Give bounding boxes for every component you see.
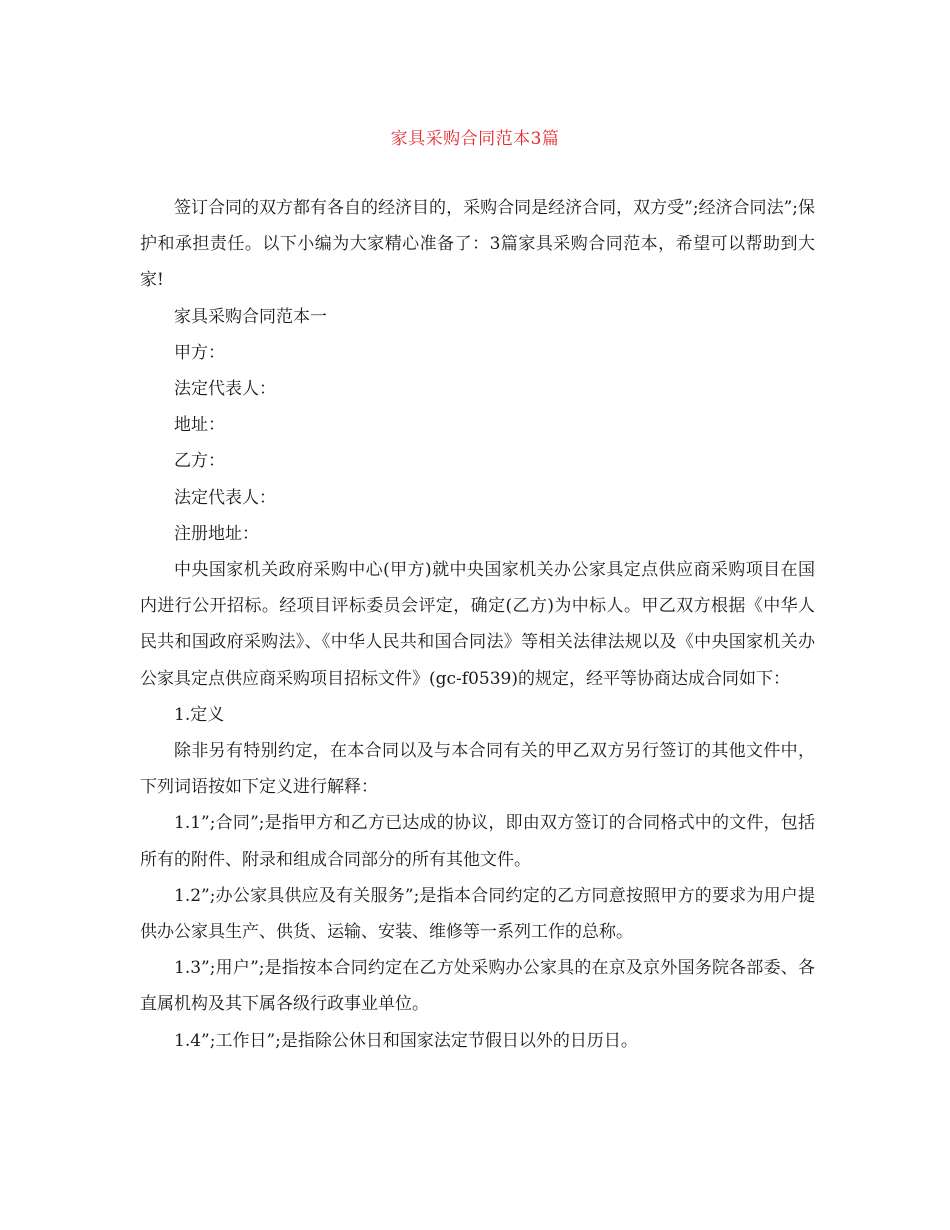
party-b-representative-field: 法定代表人： [174, 487, 276, 508]
party-a-field: 甲方： [174, 342, 225, 363]
party-b-address-field: 注册地址： [174, 523, 259, 544]
definition-item: 1.4”;工作日”;是指除公休日和国家法定节假日以外的日历日。 [174, 1030, 638, 1051]
party-b-field: 乙方： [174, 451, 225, 472]
document-body [140, 190, 815, 1059]
party-a-address-field: 地址： [174, 415, 225, 436]
section-heading: 家具采购合同范本一 [174, 306, 327, 327]
document-title: 家具采购合同范本3篇 [390, 129, 560, 149]
preamble-paragraph: 中央国家机关政府采购中心(甲方)就中央国家机关办公家具定点供应商采购项目在国内进行公开招标。经项目评标委员会评定，确定(乙方)为中标人。甲乙双方根据《中华人民共和国政府采购法》、《中华人民共和国合同法》等相关法律法规以及《中央国家机关办公家具定点供应商采购项目招标文件》(gc-f0539)的规定，经平等协商达成合同如下： [140, 560, 815, 689]
definition-item: 1.1”;合同”;是指甲方和乙方已达成的协议，即由双方签订的合同格式中的文件，包括所有的附件、附录和组成合同部分的所有其他文件。 [140, 813, 815, 870]
definition-item: 1.2”;办公家具供应及有关服务”;是指本合同约定的乙方同意按照甲方的要求为用户提供办公家具生产、供货、运输、安装、维修等一系列工作的总称。 [140, 885, 815, 943]
party-a-representative-field: 法定代表人： [174, 379, 276, 400]
intro-paragraph: 签订合同的双方都有各自的经济目的，采购合同是经济合同，双方受”;经济合同法”;保护和承担责任。以下小编为大家精心准备了：3篇家具采购合同范本，希望可以帮助到大家! [140, 198, 815, 291]
definition-item: 1.3”;用户”;是指按本合同约定在乙方处采购办公家具的在京及京外国务院各部委、各直属机构及其下属各级行政事业单位。 [140, 958, 815, 1015]
clause-heading: 1.定义 [174, 704, 225, 725]
definition-intro-paragraph: 除非另有特别约定，在本合同以及与本合同有关的甲乙双方另行签订的其他文件中，下列词语按如下定义进行解释： [140, 741, 815, 798]
